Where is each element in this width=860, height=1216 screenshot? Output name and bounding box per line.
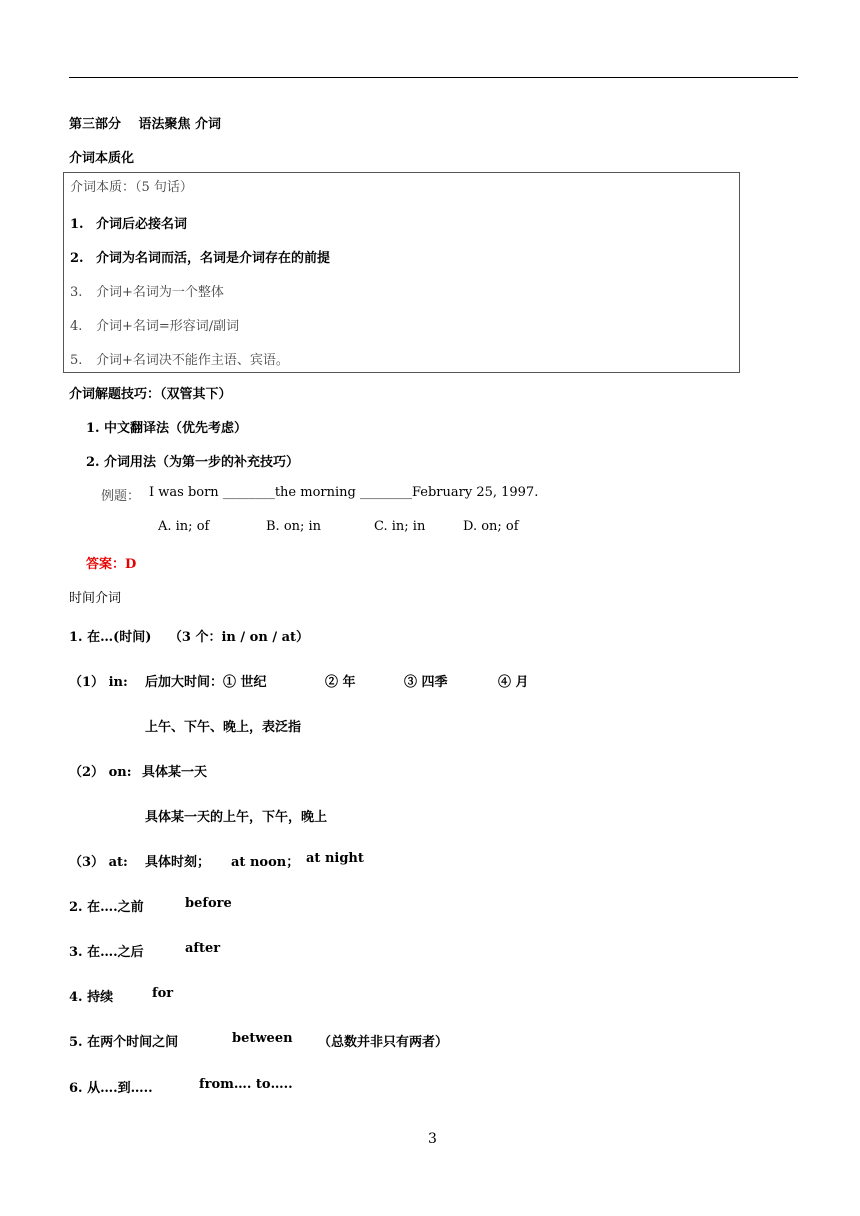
time-heading: 时间介词 (69, 591, 122, 606)
time-item-note: （总数并非只有两者） (318, 1035, 449, 1050)
time-item-left: 5. 在两个时间之间 (69, 1035, 179, 1050)
box-item-number: 5. (70, 353, 83, 368)
box-item-2 (70, 247, 330, 266)
techniques-heading: 介词解题技巧：（双管其下） (69, 387, 232, 402)
at-night: at night (306, 851, 364, 866)
essence-box (63, 172, 740, 373)
box-item-1 (70, 213, 187, 232)
option-b: B. on; in (266, 519, 322, 534)
header-rule (69, 77, 798, 78)
box-item-4 (70, 315, 239, 334)
time-item-right: after (185, 941, 221, 956)
in-year: ② 年 (325, 675, 356, 690)
option-a: A. in; of (158, 519, 210, 534)
time-item-right: before (185, 896, 232, 911)
in-label: （1） in: (69, 675, 128, 690)
box-item-text: 介词+名词为一个整体 (96, 285, 224, 300)
technique-text: 介词用法（为第一步的补充技巧） (104, 455, 300, 470)
example-sentence: I was born ________the morning ________February 25, 1997. (149, 485, 539, 500)
time-item-left: 6. 从….到….. (69, 1081, 153, 1096)
option-c: C. in; in (374, 519, 426, 534)
time-item-left: 4. 持续 (69, 990, 114, 1005)
in-month: ④ 月 (498, 675, 529, 690)
box-item-number: 4. (70, 319, 83, 334)
box-title: 介词本质：（5 句话） (70, 180, 193, 195)
at-text: 具体时刻； (145, 855, 211, 870)
time-item-right: between (232, 1031, 293, 1046)
time-item-left: 2. 在….之前 (69, 900, 144, 915)
box-item-number: 2. (70, 251, 84, 266)
at-label: （3） at: (69, 855, 128, 870)
box-item-3 (70, 281, 224, 300)
answer: 答案：D (86, 557, 137, 572)
box-item-number: 3. (70, 285, 83, 300)
example-label: 例题： (101, 489, 141, 504)
box-item-text: 介词为名词而活，名词是介词存在的前提 (96, 251, 331, 266)
technique-text: 中文翻译法（优先考虑） (104, 421, 248, 436)
time-item-right: from…. to….. (199, 1077, 293, 1092)
box-item-text: 介词+名词决不能作主语、宾语。 (96, 353, 289, 368)
in-season: ③ 四季 (404, 675, 448, 690)
on-text: 具体某一天 (142, 765, 208, 780)
essence-heading: 介词本质化 (69, 151, 135, 166)
box-item-5 (70, 349, 289, 368)
time-item-right: for (152, 986, 174, 1001)
technique-number: 2. (86, 455, 100, 470)
box-item-number: 1. (70, 217, 84, 232)
page-number: 3 (428, 1131, 437, 1147)
box-item-text: 介词后必接名词 (96, 217, 188, 232)
technique-2 (86, 451, 299, 470)
technique-1 (86, 417, 247, 436)
on-text-2: 具体某一天的上午，下午，晚上 (145, 810, 328, 825)
option-d: D. on; of (463, 519, 519, 534)
in-text-2: 上午、下午、晚上，表泛指 (145, 720, 302, 735)
in-text: 后加大时间：① 世纪 (145, 675, 267, 690)
technique-number: 1. (86, 421, 100, 436)
box-item-text: 介词+名词=形容词/副词 (96, 319, 240, 334)
time-item-left: 3. 在….之后 (69, 945, 144, 960)
at-noon: at noon； (231, 855, 300, 870)
section-title: 第三部分 语法聚焦 介词 (69, 117, 222, 132)
time-item-1: 1. 在…(时间) （3 个：in / on / at） (69, 630, 310, 645)
on-label: （2） on: (69, 765, 132, 780)
